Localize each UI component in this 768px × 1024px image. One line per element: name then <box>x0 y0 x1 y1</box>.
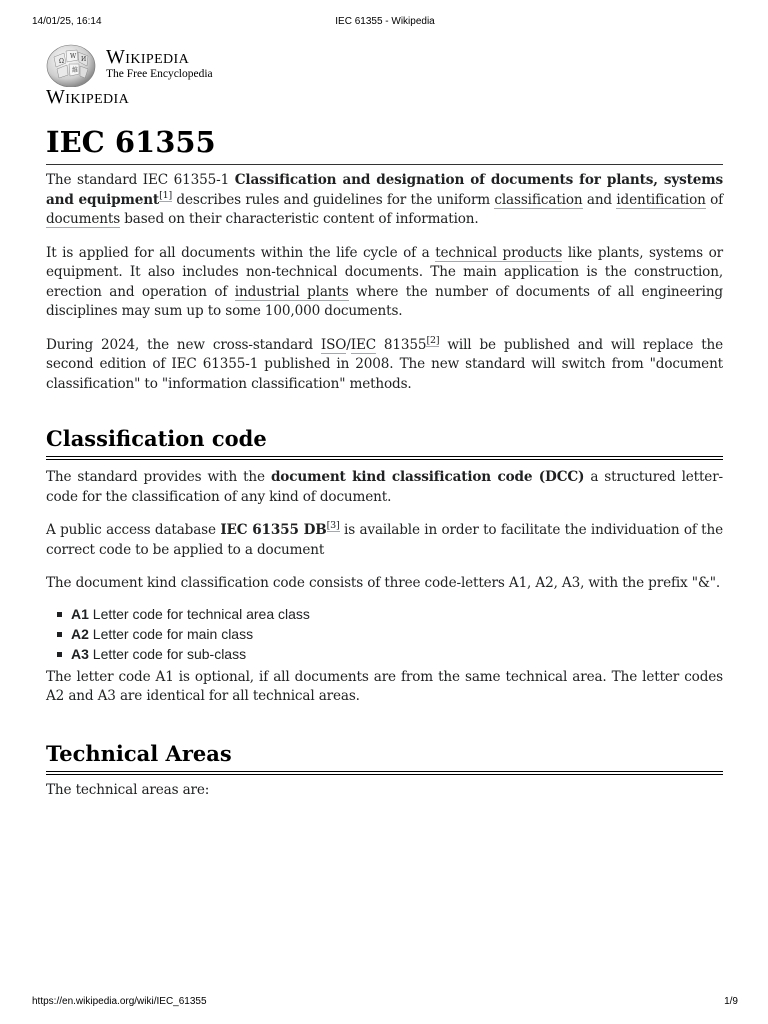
print-footer <box>32 996 738 1007</box>
documents-link[interactable]: documents <box>46 211 121 227</box>
code-letter-list <box>46 604 723 664</box>
list-item: A2 Letter code for main class <box>71 624 723 644</box>
print-datetime: 14/01/25, 16:14 <box>32 16 102 27</box>
article-content <box>46 124 723 800</box>
list-item: A1 Letter code for technical area class <box>71 604 723 624</box>
list-item: A3 Letter code for sub-class <box>71 644 723 664</box>
reference-1-link[interactable]: [1] <box>159 189 173 201</box>
iec-link[interactable]: IEC <box>350 336 376 353</box>
reference-3-link[interactable]: [3] <box>326 520 340 532</box>
svg-text:Ω: Ω <box>59 58 64 65</box>
print-doc-title: IEC 61355 - Wikipedia <box>335 16 435 27</box>
classification-paragraph-1: The standard provides with the document kind classification code (DCC) a structured letter-code for the classification of any kind of document. <box>46 469 723 505</box>
print-url: https://en.wikipedia.org/wiki/IEC_61355 <box>32 996 207 1007</box>
iso-link[interactable]: ISO <box>320 336 347 353</box>
tagline: The Free Encyclopedia <box>106 68 213 80</box>
intro-paragraph-2: It is applied for all documents within the life cycle of a technical products like plants, systems or equipment. It also includes non-technical documents. The main application is the construction, erection and operation of industrial plants where the number of documents of all engineering disciplines may sum up to some 100,000 documents. <box>46 244 723 319</box>
section-heading-classification-code: Classification code <box>46 424 723 460</box>
page-title: IEC 61355 <box>46 124 723 165</box>
wordmark-block <box>106 47 213 81</box>
svg-text:維: 維 <box>72 67 79 74</box>
print-page-number: 1/9 <box>724 996 738 1007</box>
technical-areas-paragraph: The technical areas are: <box>46 781 210 798</box>
classification-paragraph-4: The letter code A1 is optional, if all documents are from the same technical area. The letter codes A2 and A3 are identical for all technical areas. <box>46 668 723 704</box>
classification-paragraph-2: A public access database IEC 61355 DB[3] is available in order to facilitate the individuation of the correct code to be applied to a document <box>46 520 723 558</box>
technical-products-link[interactable]: technical products <box>435 244 563 261</box>
wikipedia-globe-icon <box>46 43 96 87</box>
wordmark-secondary[interactable]: Wikipedia <box>46 86 130 108</box>
industrial-plants-link[interactable]: industrial plants <box>234 283 349 300</box>
classification-link[interactable]: classification <box>494 191 583 208</box>
svg-text:W: W <box>70 53 77 60</box>
classification-paragraph-3: The document kind classification code consists of three code-letters A1, A2, A3, with the prefix "&". <box>46 575 721 591</box>
section-heading-technical-areas: Technical Areas <box>46 739 723 775</box>
wordmark: Wikipedia <box>106 46 190 68</box>
reference-2-link[interactable]: [2] <box>426 334 440 346</box>
intro-paragraph-3: During 2024, the new cross-standard ISO/IEC 81355[2] will be published and will replace the second edition of IEC 61355-1 published in 2008. The new standard will switch from "document classification" to "information classification" methods. <box>46 334 724 392</box>
identification-link[interactable]: identification <box>616 191 706 208</box>
intro-paragraph-1: The standard IEC 61355-1 Classification and designation of documents for plants, systems and equipment[1] describes rules and guidelines for the uniform classification and identification of documents based on their characteristic content of information. <box>46 172 723 227</box>
svg-text:И: И <box>81 56 87 63</box>
wikipedia-logo[interactable] <box>46 43 213 87</box>
print-header <box>32 16 738 27</box>
